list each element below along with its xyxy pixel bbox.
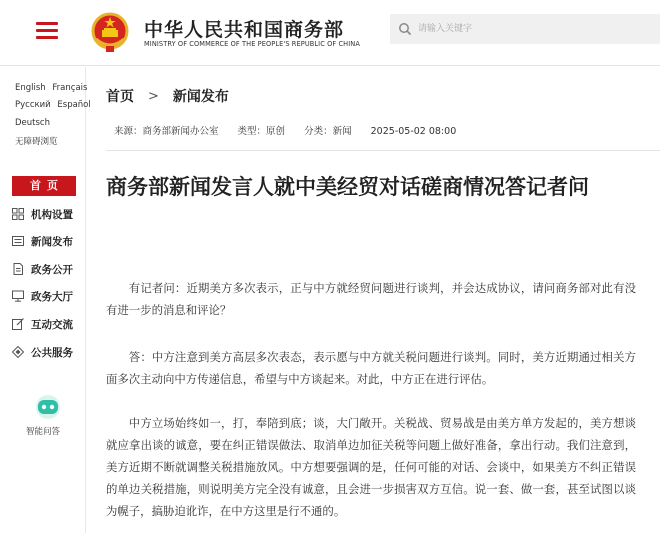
sidebar-item-service-hall[interactable] <box>12 287 73 305</box>
lang-english[interactable]: English <box>15 83 46 93</box>
language-row <box>15 118 54 128</box>
search-input[interactable] <box>418 14 648 44</box>
meta-source: 来源：商务部新闻办公室 <box>114 126 219 137</box>
article-paragraph: 答：中方注意到美方高层多次表态，表示愿与中方就关税问题进行谈判。同时，美方近期通过相关方面多次主动向中方传递信息，希望与中方谈起来。对此，中方正在进行评估。 <box>106 350 636 386</box>
sidebar-item-label: 新闻发布 <box>31 235 73 248</box>
lang-spanish[interactable]: Español <box>57 100 91 110</box>
article-meta <box>114 123 472 137</box>
grid-icon <box>12 208 24 220</box>
lang-russian[interactable]: Русский <box>15 100 51 110</box>
diamond-icon <box>12 346 24 358</box>
assistant-label[interactable]: 智能问答 <box>26 427 61 437</box>
sidebar-item-label: 政务大厅 <box>31 290 73 303</box>
meta-datetime: 2025-05-02 08:00 <box>370 126 457 137</box>
chevron-right-icon: > <box>148 88 159 104</box>
sidebar-item-label: 互动交流 <box>31 318 73 331</box>
monitor-icon <box>12 290 24 302</box>
site-title-en: MINISTRY OF COMMERCE OF THE PEOPLE'S REPUBLIC OF CHINA <box>144 40 360 48</box>
language-row <box>15 100 95 110</box>
national-emblem-icon[interactable] <box>90 11 130 53</box>
meta-category: 分类：新闻 <box>304 126 352 137</box>
lang-french[interactable]: Français <box>52 83 88 93</box>
lang-german[interactable]: Deutsch <box>15 118 50 128</box>
site-header <box>0 0 660 66</box>
breadcrumb-current[interactable]: 新闻发布 <box>172 89 229 105</box>
article-paragraph: 有记者问：近期美方多次表示，正与中方就经贸问题进行谈判，并会达成协议，请问商务部对此有没有进一步的消息和评论？ <box>106 281 636 317</box>
sidebar-item-label: 公共服务 <box>31 346 73 359</box>
edit-icon <box>12 318 24 330</box>
language-row <box>15 83 91 93</box>
sidebar-home-button[interactable]: 首页 <box>12 176 76 196</box>
document-icon <box>12 263 24 275</box>
menu-icon[interactable] <box>36 22 58 40</box>
search-icon[interactable] <box>398 22 412 36</box>
sidebar-item-public-service[interactable] <box>12 343 73 361</box>
article-paragraph: 中方立场始终如一，打，奉陪到底；谈，大门敞开。关税战、贸易战是由美方单方发起的，美方想谈就应拿出谈的诚意，要在纠正错误做法、取消单边加征关税等问题上做好准备，拿出行动。我们注意到，美方近期不断就调整关税措施放风。中方想要强调的是，任何可能的对话、会谈中，如果美方不纠正错误的单边关税措施，则说明美方完全没有诚意，且会进一步损害双方互信。说一套、做一套，甚至试图以谈为幌子，搞胁迫讹诈，在中方这里是行不通的。 <box>106 416 636 518</box>
sidebar-item-label: 政务公开 <box>31 263 73 276</box>
search-box <box>390 14 660 44</box>
language-row <box>15 135 62 147</box>
meta-type: 类型：原创 <box>237 126 286 137</box>
article-title: 商务部新闻发言人就中美经贸对话磋商情况答记者问 <box>106 175 589 199</box>
chatbot-icon[interactable] <box>30 393 66 423</box>
sidebar-item-label: 机构设置 <box>31 208 73 221</box>
divider <box>106 150 660 151</box>
news-icon <box>12 235 24 247</box>
sidebar-item-organization[interactable] <box>12 205 73 223</box>
breadcrumb-home[interactable]: 首页 <box>106 89 134 105</box>
sidebar-item-public-affairs[interactable] <box>12 260 73 278</box>
sidebar-item-news[interactable] <box>12 232 73 250</box>
site-title-cn[interactable]: 中华人民共和国商务部 <box>144 19 345 41</box>
sidebar-item-interaction[interactable] <box>12 315 73 333</box>
breadcrumb <box>106 86 229 106</box>
accessibility-link[interactable]: 无障碍浏览 <box>15 137 58 147</box>
sidebar <box>0 67 91 533</box>
